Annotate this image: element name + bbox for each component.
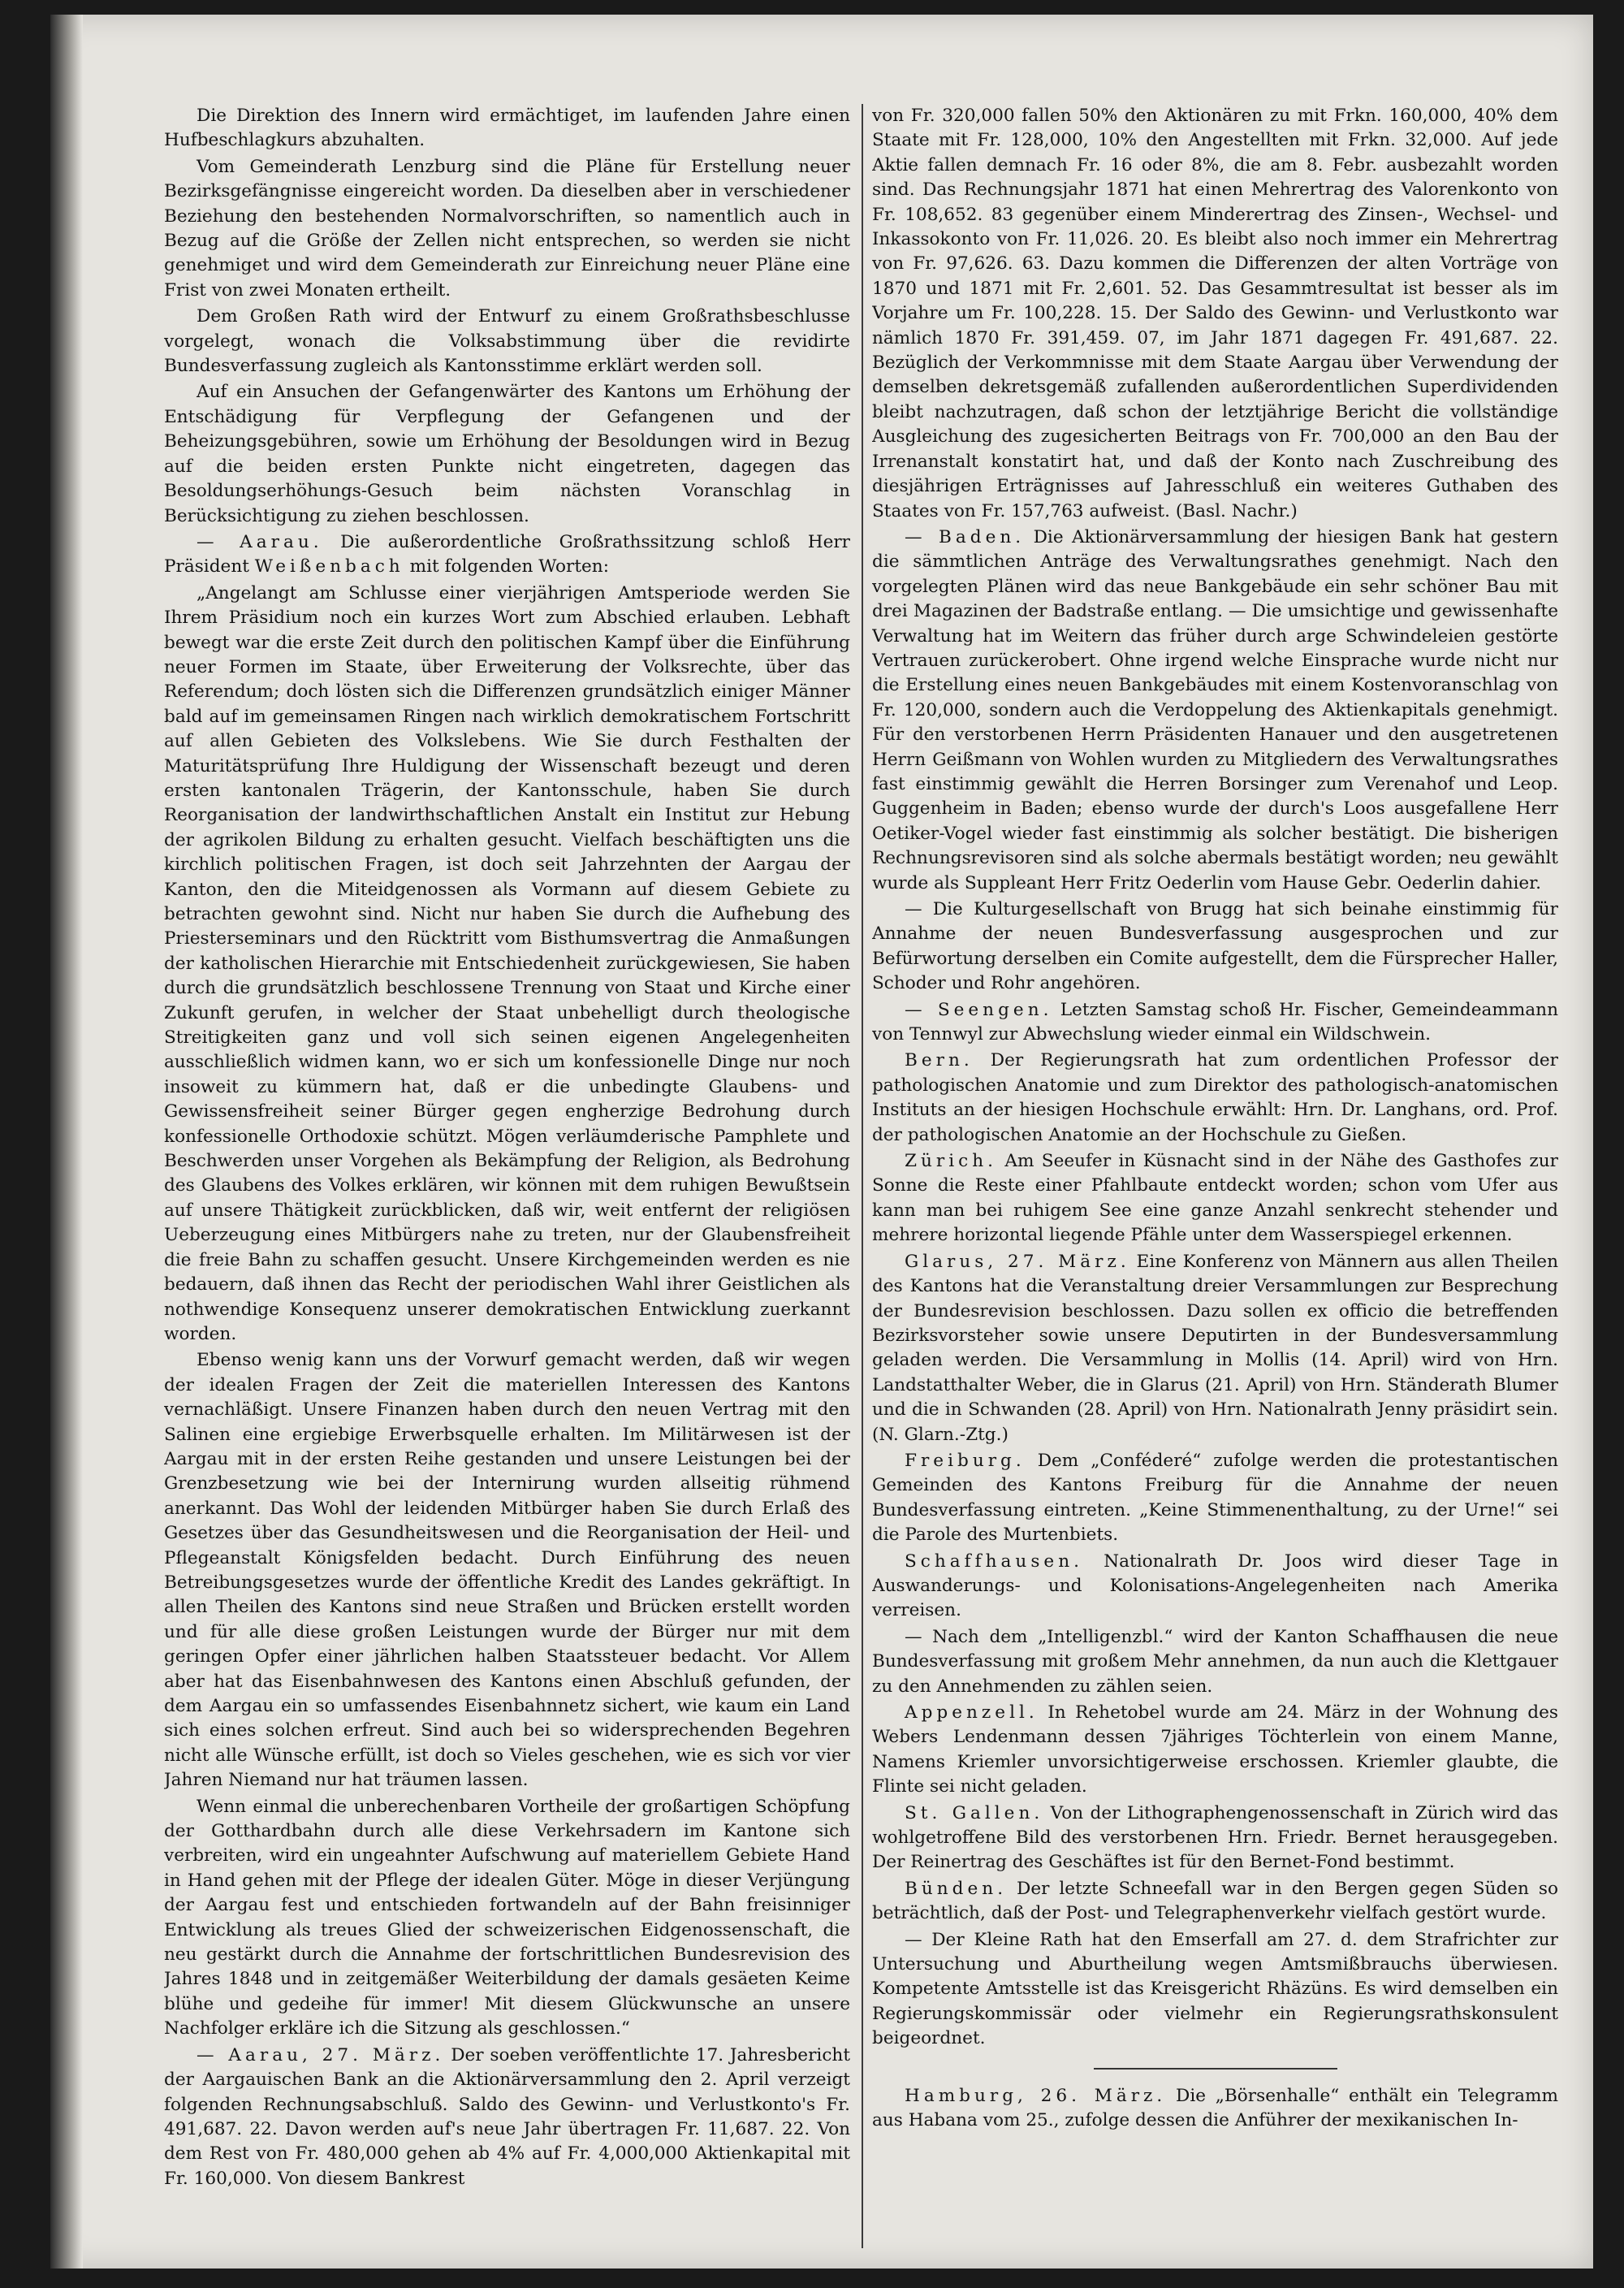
source-credit: (N. Glarn.-Ztg.) <box>872 1424 1009 1445</box>
dateline-zuerich: Zürich. <box>905 1151 998 1172</box>
dateline-appenzell: Appenzell. <box>905 1702 1039 1723</box>
dateline-buenden: Bünden. <box>905 1878 1008 1899</box>
dateline-freiburg: Freiburg. <box>905 1450 1026 1471</box>
dateline-st-gallen: St. Gallen. <box>905 1802 1044 1823</box>
article-seengen <box>872 998 1558 1048</box>
newspaper-page <box>50 15 1593 2269</box>
article-hamburg <box>872 2084 1558 2134</box>
speech-part-1: „Angelangt am Schlusse einer vierjährigen Amtsperiode werden Sie Ihrem Präsidium noch ein kurzes Wort zum Abschied erlauben. Lebhaft bewegt war die erste Zeit durch den politischen Kampf über die Einführung neuer Formen im Staate, über Erweiterung der Volksrechte, über das Referendum; doch lösten sich die Differenzen grundsätzlich einiger Männer bald auf im gemeinsamen Ringen nach wirklich demokratischem Fortschritt auf allen Gebieten des Volkslebens. Wie Sie durch Festhalten der Maturitätsprüfung Ihre Huldigung der Wissenschaft bezeugt und deren ersten kantonalen Trägerin, der Kantonsschule, haben Sie durch Reorganisation der landwirthschaftlichen Anstalt ein Institut zur Hebung der agrikolen Bildung zu erhalten gesucht. Vielfach beschäftigten uns die kirchlich politischen Fragen, ist doch seit Jahrzehnten der Aargau der Kanton, den die Miteidgenossen als Vormann auf diesem Gebiete zu betrachten gewohnt sind. Nicht nur haben Sie durch die Aufhebung des Priesterseminars und den Rücktritt vom Bisthumsvertrag die Anmaßungen der katholischen Hierarchie mit Entschiedenheit zurückgewiesen, Sie haben durch die grundsätzlich beschlossene Trennung von Staat und Kirche einer Zukunft gerufen, in welcher der Staat unbehelligt durch theologische Streitigkeiten ganz und voll sich seinen eigenen Angelegenheiten ausschließlich widmen kann, wo er sich um konfessionelle Dinge nur noch insoweit zu kümmern hat, daß er die unbedingte Glaubens- und Gewissensfreiheit seiner Bürger gegen engherzige Bedrohung durch konfessionelle Orthodoxie schützt. Mögen verläumderische Pamphlete und Beschwerden unser Vorgehen als Bekämpfung der Religion, als Bedrohung des Glaubens des Volkes erklären, wir können mit dem ruhigen Bewußtsein auf unsere Thätigkeit zurückblicken, daß wir, weit entfernt der religiösen Ueberzeugung eines Mitbürgers nahe zu treten, nur der Glaubensfreiheit die freie Bahn zu schaffen gesucht. Unsere Kirchgemeinden werden es nie bedauern, daß ihnen das Recht der periodischen Wahl ihrer Geistlichen als nothwendige Konsequenz unserer demokratischen Entwicklung zuerkannt worden. <box>164 582 850 1344</box>
text-segment: Die „Börsenhalle“ enthält ein Telegramm aus Habana vom 25., zufolge dessen die Anführer der mexikanischen In- <box>872 2085 1558 2131</box>
text-segment: mit folgenden Worten: <box>409 556 609 577</box>
right-column <box>872 104 1558 2248</box>
text-segment: In Rehetobel wurde am 24. März in der Wohnung des Webers Lendenmann dessen 7jähriges Töchterlein von einem Manne, Namens Kriemler unvorsichtigerweise erschossen. Kriemler glaubte, die Flinte sei nicht geladen. <box>872 1702 1558 1797</box>
article-hufbeschlagkurs: Die Direktion des Innern wird ermächtiget, im laufenden Jahre einen Hufbeschlagkurs abzuhalten. <box>164 106 850 151</box>
article-bank-continued <box>872 104 1558 524</box>
section-separator <box>1094 2068 1337 2070</box>
article-bern <box>872 1049 1558 1148</box>
dateline-baden: — Baden. <box>905 526 1026 547</box>
text-segment: Letzten Samstag schoß Hr. Fischer, Gemeindeammann von Tennwyl zur Abwechslung wieder einmal ein Wildschwein. <box>872 999 1558 1045</box>
article-appenzell <box>872 1701 1558 1800</box>
column-rule <box>862 104 863 2248</box>
text-segment: Der Regierungsrath hat zum ordentlichen Professor der pathologischen Anatomie und zum Direktor des pathologisch-anatomischen Instituts an der hiesigen Hochschule erwählt: Hrn. Dr. Langhans, ord. Prof. der pathologischen Anatomie an der Hochschule zu Gießen. <box>872 1050 1558 1145</box>
article-grossrathsbeschluss: Dem Großen Rath wird der Entwurf zu einem Großrathsbeschlusse vorgelegt, wonach die Volksabstimmung über die revidirte Bundesverfassung zugleich als Kantonsstimme erklärt werden soll. <box>164 306 850 377</box>
speech-part-2: Ebenso wenig kann uns der Vorwurf gemacht werden, daß wir wegen der idealen Fragen der Zeit die materiellen Interessen des Kantons vernachläßigt. Unsere Finanzen haben durch den neuen Vertrag mit den Salinen eine ergiebige Erwerbsquelle erhalten. Im Militärwesen ist der Aargau mit in der ersten Reihe gestanden und unsere Leistungen bei der Grenzbesetzung wie bei der Internirung wurden allseitig rühmend anerkannt. Das Wohl der leidenden Mitbürger haben Sie durch Erlaß des Gesetzes über das Gesundheitswesen und die Reorganisation der Heil- und Pflegeanstalt Königsfelden bedacht. Durch Einführung des neuen Betreibungsgesetzes wurde der öffentliche Kredit des Landes gekräftigt. In allen Theilen des Kantons sind neue Straßen und Brücken erstellt worden und für alle diese großen Leistungen wurde der Bürger nur mit dem geringen Opfer einer jährlichen halben Staatssteuer bedacht. Vor Allem aber hat das Eisenbahnwesen des Kantons einen Abschluß gefunden, der dem Aargau ein so umfassendes Eisenbahnnetz sichert, wie kaum ein Land sich eines solchen erfreut. Sind auch bei so widersprechenden Begehren nicht alle Wünsche erfüllt, ist doch so Vieles geschehen, wie es sich vor vier Jahren Niemand nur hat träumen lassen. <box>164 1350 850 1791</box>
name-weissenbach: Weißenbach <box>254 556 404 577</box>
dateline-aarau-27-maerz: — Aarau, 27. März. <box>197 2044 445 2065</box>
article-buenden <box>872 1877 1558 1927</box>
article-freiburg <box>872 1449 1558 1548</box>
text-segment: Dem „Conféderé“ zufolge werden die protestantischen Gemeinden des Kantons Freiburg für die Annahme der neuen Bundesverfassung eintreten. „Keine Stimmenenthaltung, zu der Urne!“ sei die Parole des Murtenbiets. <box>872 1450 1558 1546</box>
text-segment: Nationalrath Dr. Joos wird dieser Tage in Auswanderungs- und Kolonisations-Angelegenheiten nach Amerika verreisen. <box>872 1551 1558 1621</box>
dateline-seengen: — Seengen. <box>905 999 1053 1020</box>
dateline-brugg: — Die Kulturgesellschaft von Brugg <box>905 899 1245 919</box>
article-schaffhausen-2: — Nach dem „Intelligenzbl.“ wird der Kanton Schaffhausen die neue Bundesverfassung mit großem Mehr annehmen, da nun auch die Klettgauer zu den Annehmenden zu zählen seien. <box>872 1626 1558 1697</box>
left-column <box>164 104 850 2248</box>
article-aarau-sitzung <box>164 530 850 580</box>
dateline-bern: Bern. <box>905 1050 974 1071</box>
article-aargauische-bank <box>164 2044 850 2191</box>
text-segment: Der soeben veröffentlichte 17. Jahresbericht der Aargauischen Bank an die Aktionärversammlung den 2. April verzeigt folgenden Rechnungsabschluß. Saldo des Gewinn- und Verlustkonto's Fr. 491,687. 22. Davon werden auf's neue Jahr übertragen Fr. 11,687. 22. Von dem Rest von Fr. 480,000 gehen ab 4% auf Fr. 4,000,000 Aktienkapital mit Fr. 160,000. Von diesem Bankrest <box>164 2044 850 2189</box>
text-segment: Der letzte Schneefall war in den Bergen gegen Süden so beträchtlich, daß der Post- und Telegraphenverkehr vielfach gestört wurde. <box>872 1878 1558 1924</box>
text-segment: Die außerordentliche Großrathssitzung schloß Herr Präsident <box>164 531 850 577</box>
dateline-aarau: — Aarau. <box>197 531 323 552</box>
article-baden <box>872 526 1558 896</box>
article-buenden-2: — Der Kleine Rath hat den Emserfall am 27. d. dem Strafrichter zur Untersuchung und Aburtheilung wegen Amtsmißbrauchs überwiesen. Kompetente Amtsstelle ist das Kreisgericht Rhäzüns. Es wird demselben ein Regierungskommissär oder vielmehr ein Regierungsrathskonsulent beigeordnet. <box>872 1929 1558 2049</box>
text-segment: von Fr. 320,000 fallen 50% den Aktionären zu mit Frkn. 160,000, 40% dem Staate mit Fr. 128,000, 10% den Angestellten mit Frkn. 32,000. Auf jede Aktie fallen demnach Fr. 16 oder 8%, die am 8. Febr. ausbezahlt worden sind. Das Rechnungsjahr 1871 hat einen Mehrertrag des Valorenkonto von Fr. 108,652. 83 gegenüber einem Minderertrag des Zinsen-, Wechsel- und Inkassokonto von Fr. 11,026. 20. Es bleibt also noch immer ein Mehrertrag von Fr. 97,626. 63. Dazu kommen die Differenzen der alten Vorträge von 1870 und 1871 mit Fr. 2,601. 52. Das Gesammtresultat ist besser als im Vorjahre um Fr. 100,228. 15. Der Saldo des Gewinn- und Verlustkonto war nämlich 1870 Fr. 391,459. 07, im Jahr 1871 dagegen Fr. 491,687. 22. Bezüglich der Verkommnisse mit dem Staate Aargau über Verwendung der demselben dekretsgemäß zufallenden außerordentlichen Superdividenden bleibt nachzutragen, daß schon der letztjährige Bericht die vollständige Ausgleichung des zugesicherten Beitrags von Fr. 700,000 an den Bau der Irrenanstalt konstatirt hat, und daß der Konto nach Zuschreibung des diesjährigen Erträgnisses auf Jahresschluß ein weiteres Guthaben des Staates von Fr. 157,763 aufweist. <box>872 106 1558 521</box>
dateline-glarus: Glarus, 27. März. <box>905 1251 1130 1272</box>
article-lenzburg-gefaengnisse: Vom Gemeinderath Lenzburg sind die Pläne für Erstellung neuer Bezirksgefängnisse eingereicht worden. Da dieselben aber in verschiedener Beziehung den bestehenden Normalvorschriften, so namentlich auch in Bezug auf die Größe der Zellen nicht entsprechen, so werden sie nicht genehmiget und wird dem Gemeinderath zur Einreichung neuer Pläne eine Frist von zwei Monaten ertheilt. <box>164 156 850 301</box>
article-brugg <box>872 897 1558 997</box>
article-st-gallen <box>872 1801 1558 1875</box>
text-segment: Eine Konferenz von Männern aus allen Theilen des Kantons hat die Veranstaltung dreier Versammlungen zur Besprechung der Bundesrevision beschlossen. Dazu sollen ex officio die betreffenden Bezirksvorsteher sowie unsere Deputirten in der Bundesversammlung geladen werden. Die Versammlung in Mollis (14. April) wird von Hrn. Landstatthalter Weber, die in Glarus (21. April) von Hrn. Ständerath Blumer und die in Schwanden (28. April) von Hrn. Nationalrath Jenny präsidirt sein. <box>872 1251 1558 1421</box>
source-credit: (Basl. Nachr.) <box>1175 500 1298 521</box>
text-segment: hat sich beinahe einstimmig für Annahme der neuen Bundesverfassung ausgesprochen und zur Befürwortung derselben ein Comite aufgestellt, dem die Fürsprecher Haller, Schoder und Rohr angehören. <box>872 899 1558 994</box>
article-zuerich <box>872 1149 1558 1248</box>
text-segment: Die Aktionärversammlung der hiesigen Bank hat gestern die sämmtlichen Anträge des Verwaltungsrathes genehmigt. Nach den vorgelegten Plänen wird das neue Bankgebäude ein sehr schöner Bau mit drei Magazinen der Badstraße entlang. — Die umsichtige und gewissenhafte Verwaltung hat im Weitern das früher durch arge Schwindeleien gestörte Vertrauen zurückerobert. Ohne irgend welche Einsprache wurde nicht nur die Erstellung eines neuen Bankgebäudes mit einem Kostenvoranschlag von Fr. 120,000, sondern auch die Verdoppelung des Aktienkapitals genehmigt. Für den verstorbenen Herrn Präsidenten Hanauer und den ausgetretenen Herrn Geißmann von Wohlen wurden zu Mitgliedern des Verwaltungsrathes fast einstimmig gewählt die Herren Borsinger zum Verenahof und Leop. Guggenheim in Baden; ebenso wurde der durch's Loos ausgefallene Herr Oetiker-Vogel wieder fast einstimmig als solcher bestätigt. Die bisherigen Rechnungsrevisoren sind als solche abermals bestätigt worden; neu gewählt wurde als Suppleant Herr Fritz Oederlin vom Hause Gebr. Oederlin dahier. <box>872 526 1558 893</box>
dateline-hamburg: Hamburg, 26. März. <box>905 2085 1167 2106</box>
speech-part-3: Wenn einmal die unberechenbaren Vortheile der großartigen Schöpfung der Gotthardbahn durch alle diese Verkehrsadern im Kantone sich verbreiten, wird ein ungeahnter Aufschwung auf materiellem Gebiete Hand in Hand gehen mit der Pflege der idealen Güter. Möge in dieser Verjüngung der Aargau fest und entschieden fortwandeln auf der Bahn freisinniger Entwicklung als treues Glied der schweizerischen Eidgenossenschaft, die neu gestärkt durch die Annahme der fortschrittlichen Bundesrevision des Jahres 1848 und in zeitgemäßer Weiterbildung der damals gesäeten Keime blühe und gedeihe für immer! Mit diesem Glückwunsche an unsere Nachfolger erkläre ich die Sitzung als geschlossen.“ <box>164 1796 850 2039</box>
dateline-schaffhausen: Schaffhausen. <box>905 1551 1083 1572</box>
article-glarus <box>872 1250 1558 1447</box>
text-segment: Am Seeufer in Küsnacht sind in der Nähe des Gasthofes zur Sonne die Reste einer Pfahlbaute entdeckt worden; schon vom Ufer aus kann man bei ruhigem See eine ganze Anzahl senkrecht stehender und mehrere horizontal liegende Pfähle unter dem Wasserspiegel erkennen. <box>872 1151 1558 1246</box>
article-gefangenwaerter: Auf ein Ansuchen der Gefangenwärter des Kantons um Erhöhung der Entschädigung für Verpflegung der Gefangenen und der Beheizungsgebühren, sowie um Erhöhung der Besoldungen wird in Bezug auf die beiden ersten Punkte nicht eingetreten, dagegen das Besoldungserhöhungs-Gesuch beim nächsten Voranschlag in Berücksichtigung zu ziehen beschlossen. <box>164 382 850 526</box>
text-segment: Von der Lithographengenossenschaft in Zürich wird das wohlgetroffene Bild des verstorbenen Hrn. Friedr. Bernet herausgegeben. Der Reinertrag des Geschäftes ist für den Bernet-Fond bestimmt. <box>872 1802 1558 1873</box>
article-schaffhausen <box>872 1550 1558 1624</box>
